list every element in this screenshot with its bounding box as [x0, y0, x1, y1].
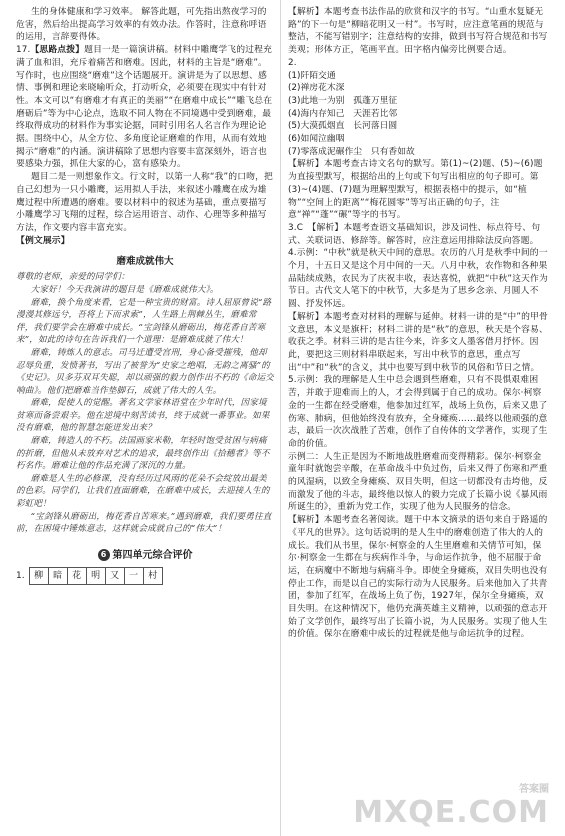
analysis-paragraph: 【解析】本题考查书法作品的欣赏和汉字的书写。“山重水复疑无路”的下一句是“柳暗花明又一村”。书写时，应注意笔画的规范与整洁，不能写错别字；注意结构的安排，做到书写符合规范和书写美观；形体方正，笔画平直。田字格内偏旁比例要合适。: [288, 7, 548, 56]
question-5-example-1: 5.示例：我的理解是人生中总会遇到些磨难，只有不畏惧艰难困苦，并敢于迎难而上的人，才会得到属于自己的成功。保尔·柯察金的一生都在经受磨难，他参加过红军，战场上负伤，后来又患了伤寒、肺病，但他始终没有放弃，全身瘫痪……最终以他顽强的意志，最后一次次战胜了苦难，创作了自传体的文学著作，实现了生命的价值。: [288, 375, 548, 449]
grid-cell: 暗: [49, 568, 68, 584]
grid-cell: 村: [148, 570, 158, 581]
unit-title: 第四单元综合评价: [112, 549, 193, 561]
essay-paragraph: 磨难，铸造人的不朽。法国画家米勒，年轻时饱受贫困与病痛的折磨，但他从未放弃对艺术的追求，最终创作出《拾穗者》等不朽名作。磨难让他的作品充满了深沉的力量。: [16, 436, 270, 472]
essay-paragraph: “宝剑锋从磨砺出，梅花香自苦寒来。”遇到磨难，我们要勇往直前，在困境中锤炼意志，这样就会成就自己的“伟大”！: [16, 511, 272, 535]
question-4-analysis: 【解析】本题考查对材料的理解与延伸。材料一讲的是“中”的甲骨文意思，本义是旗杆；材料二讲的是“秋”的意思，秋天是个容易、收获之季。材料三讲的是古往今来，许多文人墨客借月抒怀。因此，要把这三则材料串联起来，写出中秋节的意思，重点写出“中”和“秋”的含义，其中也要写到中秋节的风俗和节日之情。: [288, 311, 548, 373]
grid-question-number: 1.: [16, 570, 25, 581]
watermark-text: MXQE.COM: [353, 795, 549, 830]
intro-paragraph: 生的身体健康和学习效率。 解答此题，可先指出熬夜学习的危害，然后给出提高学习效率的有效办法。作答时，注意称呼语的运用，言辞要得体。: [16, 7, 267, 43]
answer-line: (4)海内存知己 天涯若比邻: [288, 108, 398, 119]
essay-paragraph: 大家好！今天我演讲的题目是《磨难成就伟大》。: [30, 284, 219, 295]
essay-paragraph: 尊敬的老师，亲爱的同学们：: [16, 272, 130, 283]
answer-line: (1)阡陌交通: [288, 70, 336, 81]
question-2-analysis: 【解析】本题考查古诗文名句的默写。第(1)~(2)题、(5)~(6)题为直接型默写，根据给出的上句或下句写出相应的句子即可。第(3)~(4)题、(7)题为理解型默写，根据表格中的提示，如“植物”“空间上的距离”“梅花圆零”等写出正确的句子，注意“禅”“蓬”“碾”等字的书写。: [288, 159, 543, 221]
grid-cell: 花: [68, 568, 87, 584]
question-2-answers: [288, 70, 548, 159]
unit-heading: [16, 546, 274, 561]
watermark-subtext: 答案圈: [519, 784, 549, 795]
question-5-example-2: 示例二：人生正是因为不断地战胜磨难而变得精彩。保尔·柯察金童年时就饱尝辛酸，在革命战斗中负过伤，后来又得了伤寒和严重的风湿病，以致全身瘫痪、双目失明，但这一切都没有击垮他，反而激发了他的斗志，最终他以惊人的毅力完成了长篇小说《暴风雨所诞生的》，重新为党工作，实现了他为人民服务的信念。: [288, 451, 548, 513]
question-17: [16, 44, 274, 171]
answer-line: (7)零落成泥碾作尘 只有香如故: [288, 146, 415, 157]
grid-cell: 一: [125, 568, 144, 584]
answer-grid-row: [16, 567, 274, 585]
example-tag: 【例文展示】: [16, 235, 70, 246]
essay-paragraph: 磨难，促使人的觉醒。著名文学家林语堂在少年时代，因家境贫寒而备尝艰辛。他在逆境中刻苦读书，终于成就一番事业。如果没有磨难，他的智慧怎能迸发出来？: [16, 398, 270, 434]
question-5-analysis: 【解析】本题考查名著阅读。题干中本文摘录的语句来自于路遥的《平凡的世界》。这句话说明的是人生中的磨难创造了伟大的人的成长。我们从书里，保尔·柯察金的人生里磨难和关情节可知，保尔·柯察金一生都在与疾病作斗争，与命运作抗争，他不屈服于命运，在病魔中不断地与病痛斗争。即使全身瘫痪，双目失明也没有停止工作，而是以自己的实际行动为人民服务。后来他加入了共青团，参加了红军，在战场上负了伤，1927年，保尔全身瘫痪，双目失明。在这种情况下，他仍充满英雄主义精神，以顽强的意志开始了文学创作，最终写出了长篇小说，为人民服务。实现了他人生的价值。保尔在磨难中成长的过程就是他与命运抗争的过程。: [288, 515, 548, 640]
grid-cell: 明: [87, 568, 106, 584]
answer-line: (5)大漠孤烟直 长河落日圆: [288, 121, 398, 132]
watermark-logo: [353, 780, 549, 830]
left-column: [16, 6, 274, 585]
column-divider: [280, 0, 281, 836]
question-number: 17.: [16, 45, 31, 56]
right-column: [288, 6, 548, 641]
character-grid: [29, 567, 163, 585]
question-3: 3.C 【解析】本题考查语文基础知识，涉及词性、标点符号、句式、关联词语、修辞等。解答时，应注意运用排除法反向答题。: [288, 222, 541, 246]
question-4: 4.示例：“中秋”就是秋天中间的意思。农历的八月是秋季中间的一个月，十五日又是这个月中间的一天。八月中秋，农作物和各种果品陆续成熟，农民为了庆祝丰收，表达喜悦，就把“中秋”这天作为节日。古代文人笔下的中秋节，大多是为了思乡念亲、月圆人不圆、抒发怀远。: [288, 248, 548, 310]
answer-line: (2)禅房花木深: [288, 83, 345, 94]
question-17-text: 题目一是一篇演讲稿。材料中雕鹰学飞的过程充满了血和泪，充斥着痛苦和磨难。因此，材料的主旨是“磨难”。写作时，也应围绕“磨难”这个话题展开。演讲是为了以思想、感情、事例和理论来晓喻听众，打动听众，必须要在现实中有针对性。本文可以“有磨难才有真正的美丽”“在磨难中成长”“雕飞总在磨砺后”等为中心论点，选取不同人物在不同境遇中受到磨难，最终取得成功的材料作为事实论据，同时引用名人名言作为理论论据。围绕中心，从全方位、多角度论证磨难的作用，从而有效地揭示“磨难”的内涵。演讲稿除了思想内容要丰富深刻外，语言也要感染力强，抓住大家的心，富有感染力。: [16, 45, 273, 170]
essay-paragraph: 磨难是人生的必修课，没有经历过风雨的花朵不会绽放出最美的色彩。同学们，让我们直面磨难，在磨难中成长，去迎接人生的彩虹吧！: [16, 473, 270, 510]
question-17-text-2: 题目二是一则想象作文。行文时，以第一人称“我”的口吻，把自己幻想为一只小雕鹰，运用拟人手法，来叙述小雕鹰在成为雄鹰过程中所遭遇的磨难。要以材料中的叙述为基础，重点要描写小雕鹰学习飞翔的过程，综合运用语言、动作、心理等多种描写方法，作文要内容丰富充实。: [16, 172, 273, 233]
hint-tag: 【思路点拨】: [30, 45, 85, 56]
essay-paragraph: 磨难，铸炼人的意志。司马迁遭受宫刑，身心备受摧残，他却忍辱负重，发愤著书，写出了被誉为“史家之绝唱，无韵之离骚”的《史记》。贝多芬双耳失聪，却以顽强的毅力创作出不朽的《命运交响曲》。他们把磨难当作垫脚石，成就了伟大的人生。: [16, 347, 274, 396]
grid-cell: 柳: [30, 568, 49, 584]
essay-paragraph: 磨难，换个角度来看，它是一种宝贵的财富。诗人屈原曾说“路漫漫其修远兮，吾将上下而求索”，人生路上荆棘丛生，磨难常伴，我们要学会在磨难中成长。“宝剑锋从磨砺出，梅花香自苦寒来”，如此的诗句在告诉我们一个道理：是磨难成就了伟大！: [16, 297, 272, 346]
essay-title: 磨难成就伟大: [116, 256, 174, 268]
unit-number-badge: 6: [98, 549, 110, 561]
grid-cell: 又: [106, 568, 125, 584]
answer-line: (3)此地一为别 孤蓬万里征: [288, 95, 398, 106]
answer-line: (6)如闻泣幽咽: [288, 134, 345, 145]
essay-body: [16, 271, 274, 535]
question-2-number: 2.: [288, 57, 297, 68]
